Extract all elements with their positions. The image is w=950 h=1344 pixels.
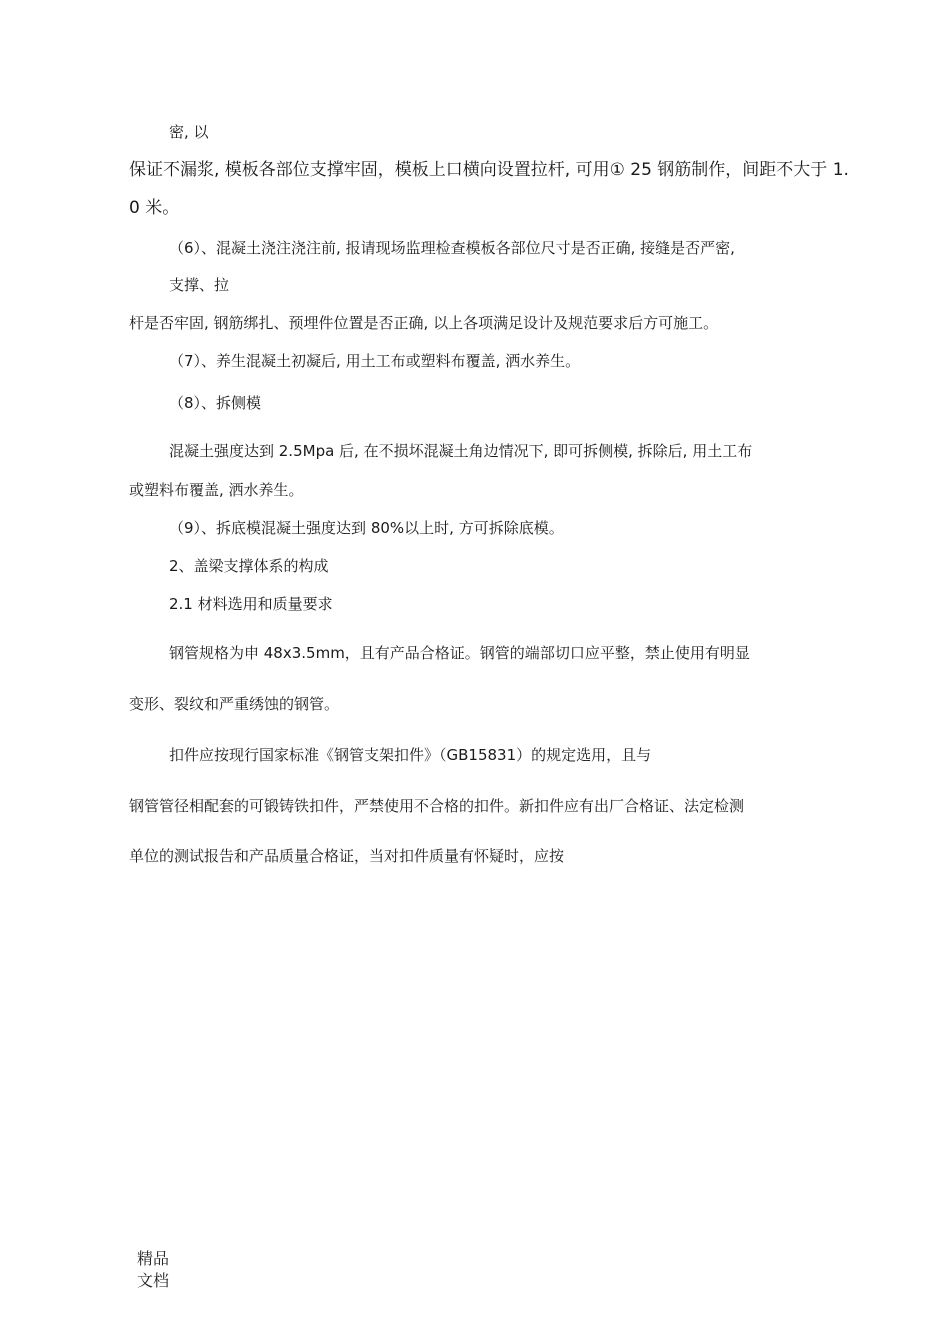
text-line-10: 或塑料布覆盖, 洒水养生。	[129, 481, 304, 499]
footer-line-1: 精品	[137, 1249, 170, 1268]
text-line-8: （8）、拆侧模	[169, 394, 262, 412]
text-line-15: 变形、裂纹和严重绣蚀的钢管。	[129, 695, 340, 713]
text-line-2: 保证不漏浆, 模板各部位支撑牢固，模板上口横向设置拉杆, 可用① 25 钢筋制作，间距不大于 1.	[129, 160, 849, 180]
section-heading-2-1: 2.1 材料选用和质量要求	[169, 595, 333, 613]
text-line-11: （9）、拆底模混凝土强度达到 80%以上时, 方可拆除底模。	[169, 519, 564, 537]
footer-line-2: 文档	[137, 1271, 170, 1290]
text-line-14: 钢管规格为申 48x3.5mm，且有产品合格证。钢管的端部切口应平整，禁止使用有明显	[169, 644, 750, 662]
text-line-6: 杆是否牢固, 钢筋绑扎、预埋件位置是否正确, 以上各项满足设计及规范要求后方可施工。	[129, 314, 719, 332]
text-line-17: 钢管管径相配套的可锻铸铁扣件，严禁使用不合格的扣件。新扣件应有出厂合格证、法定检测	[129, 797, 745, 815]
footer-watermark	[137, 1248, 169, 1292]
text-line-9: 混凝土强度达到 2.5Mpa 后, 在不损坏混凝土角边情况下, 即可拆侧模, 拆除后, 用土工布	[169, 442, 753, 460]
text-line-3: 0 米。	[129, 198, 180, 218]
text-line-7: （7）、养生混凝土初凝后, 用土工布或塑料布覆盖, 洒水养生。	[169, 352, 581, 370]
text-line-18: 单位的测试报告和产品质量合格证，当对扣件质量有怀疑时，应按	[129, 847, 565, 865]
text-line-16: 扣件应按现行国家标准《钢管支架扣件》（GB15831）的规定选用，且与	[169, 746, 652, 764]
text-line-1: 密, 以	[169, 123, 209, 141]
text-line-12: 2、盖梁支撑体系的构成	[169, 557, 329, 575]
text-line-5: 支撑、拉	[169, 276, 230, 294]
text-line-4: （6）、混凝土浇注浇注前, 报请现场监理检查模板各部位尺寸是否正确, 接缝是否严密,	[169, 239, 735, 257]
